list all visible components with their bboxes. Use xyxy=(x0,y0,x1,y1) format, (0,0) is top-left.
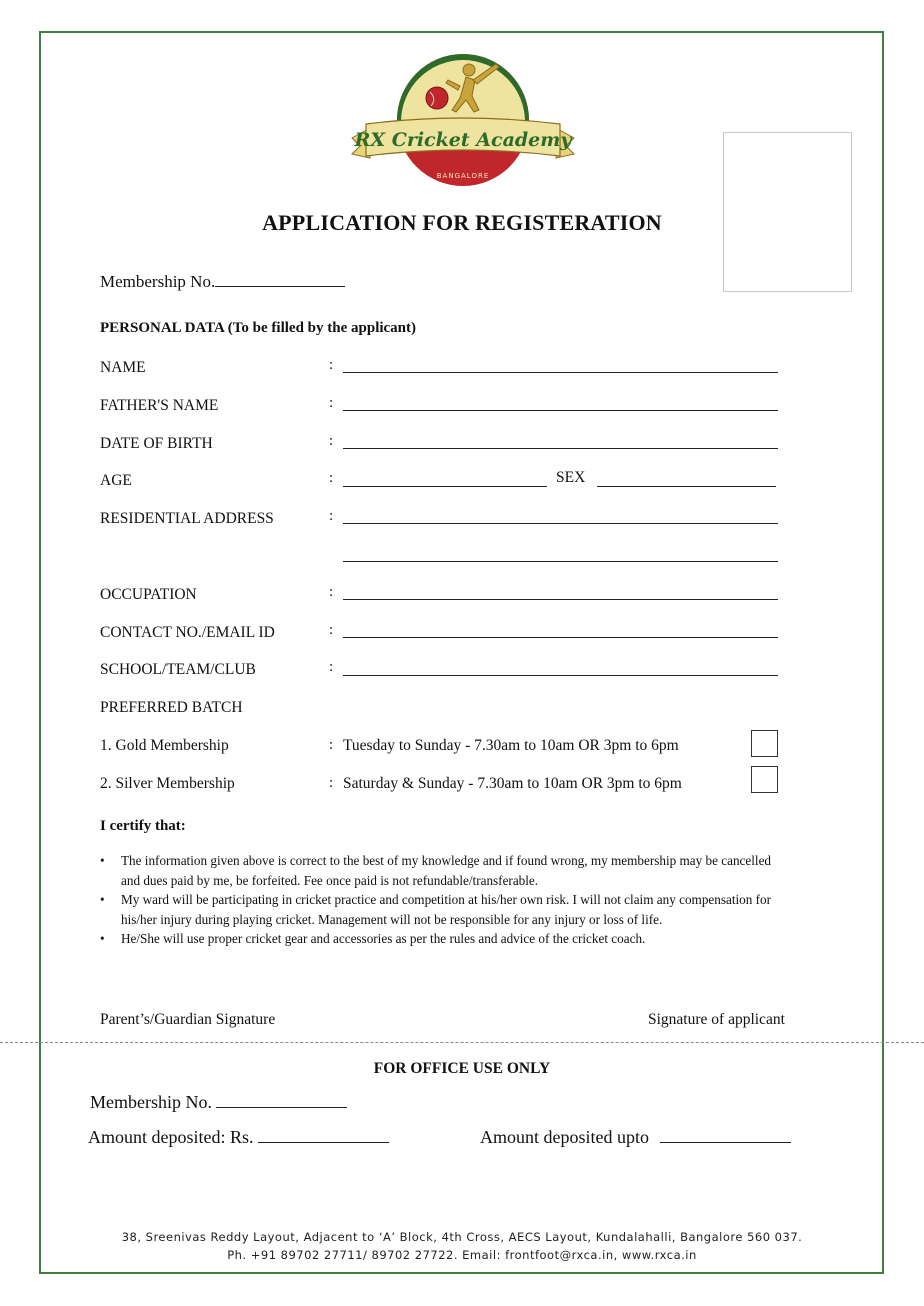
silver-schedule: Saturday & Sunday - 7.30am to 10am OR 3pm to 6pm xyxy=(343,775,682,792)
footer xyxy=(0,1228,924,1264)
amount-deposited-line[interactable] xyxy=(258,1142,389,1143)
amount-deposited-label: Amount deposited: Rs. xyxy=(88,1127,254,1147)
amount-upto-field[interactable] xyxy=(480,1127,791,1148)
contact-input-line[interactable] xyxy=(343,637,778,638)
address-input-line-2[interactable] xyxy=(343,561,778,562)
colon: : xyxy=(329,395,334,411)
gold-membership-label: 1. Gold Membership xyxy=(100,737,229,754)
membership-no-field[interactable] xyxy=(100,272,345,292)
bullet-icon: • xyxy=(100,853,105,868)
silver-membership-checkbox[interactable] xyxy=(751,766,778,793)
membership-no-label: Membership No. xyxy=(100,272,216,291)
bullet-icon: • xyxy=(100,931,105,946)
office-membership-line[interactable] xyxy=(216,1107,347,1108)
colon: : xyxy=(329,737,334,753)
sex-input-line[interactable] xyxy=(597,486,776,487)
colon: : xyxy=(329,584,334,600)
name-label: NAME xyxy=(100,359,146,376)
office-membership-field[interactable] xyxy=(90,1092,347,1113)
colon: : xyxy=(329,470,334,486)
age-label: AGE xyxy=(100,472,132,489)
father-name-label: FATHER'S NAME xyxy=(100,397,219,414)
gold-membership-checkbox[interactable] xyxy=(751,730,778,757)
office-membership-label: Membership No. xyxy=(90,1092,212,1112)
footer-address: 38, Sreenivas Reddy Layout, Adjacent to ‘A’ Block, 4th Cross, AECS Layout, Kundalahalli, Bangalore 560 037. xyxy=(121,1230,803,1244)
colon: : xyxy=(329,357,334,373)
membership-no-line[interactable] xyxy=(215,286,345,287)
colon: : xyxy=(329,622,334,638)
list-item: • The information given above is correct to the best of my knowledge and if found wrong, my membership may be cancelled and dues paid by me, be forfeited. Fee once paid is not refundable/transferable. xyxy=(100,853,772,888)
amount-upto-line[interactable] xyxy=(660,1142,791,1143)
preferred-batch-heading: PREFERRED BATCH xyxy=(100,699,243,716)
bullet-icon: • xyxy=(100,892,105,907)
school-label: SCHOOL/TEAM/CLUB xyxy=(100,661,256,678)
colon: : xyxy=(329,508,334,524)
cricket-logo-icon xyxy=(348,50,578,190)
certify-list xyxy=(100,851,780,949)
logo-name: RX Cricket Academy xyxy=(354,129,572,151)
page-title: APPLICATION FOR REGISTERATION xyxy=(262,210,662,235)
age-input-line[interactable] xyxy=(343,486,547,487)
certify-heading: I certify that: xyxy=(100,818,186,834)
address-label: RESIDENTIAL ADDRESS xyxy=(100,510,274,527)
list-item: • He/She will use proper cricket gear and accessories as per the rules and advice of the cricket coach. xyxy=(100,929,780,949)
occupation-input-line[interactable] xyxy=(343,599,778,600)
dob-label: DATE OF BIRTH xyxy=(100,435,213,452)
silver-membership-label: 2. Silver Membership xyxy=(100,775,235,792)
personal-data-heading: PERSONAL DATA (To be filled by the applicant) xyxy=(100,320,417,336)
footer-contact: Ph. +91 89702 27711/ 89702 27722. Email: frontfoot@rxca.in, www.rxca.in xyxy=(227,1248,697,1262)
gold-schedule: Tuesday to Sunday - 7.30am to 10am OR 3pm to 6pm xyxy=(343,737,679,754)
colon: : xyxy=(329,433,334,449)
dob-input-line[interactable] xyxy=(343,448,778,449)
amount-deposited-field[interactable] xyxy=(88,1127,389,1148)
colon: : xyxy=(329,775,334,791)
office-use-heading: FOR OFFICE USE ONLY xyxy=(373,1060,551,1077)
list-item: • My ward will be participating in cricket practice and competition at his/her own risk. I will not claim any compensation for his/her injury during playing cricket. Management will not be responsible for any injury or loss of life. xyxy=(100,892,772,927)
contact-label: CONTACT NO./EMAIL ID xyxy=(100,624,275,641)
sex-label: SEX xyxy=(556,469,586,486)
occupation-label: OCCUPATION xyxy=(100,586,197,603)
applicant-signature-label: Signature of applicant xyxy=(648,1011,785,1028)
logo-city: BANGALORE xyxy=(436,172,490,180)
address-input-line-1[interactable] xyxy=(343,523,778,524)
amount-upto-label: Amount deposited upto xyxy=(480,1127,649,1147)
cut-line xyxy=(0,1042,924,1043)
colon: : xyxy=(329,659,334,675)
name-input-line[interactable] xyxy=(343,372,778,373)
academy-logo xyxy=(348,50,578,190)
parent-signature-label: Parent’s/Guardian Signature xyxy=(100,1011,276,1028)
school-input-line[interactable] xyxy=(343,675,778,676)
father-name-input-line[interactable] xyxy=(343,410,778,411)
